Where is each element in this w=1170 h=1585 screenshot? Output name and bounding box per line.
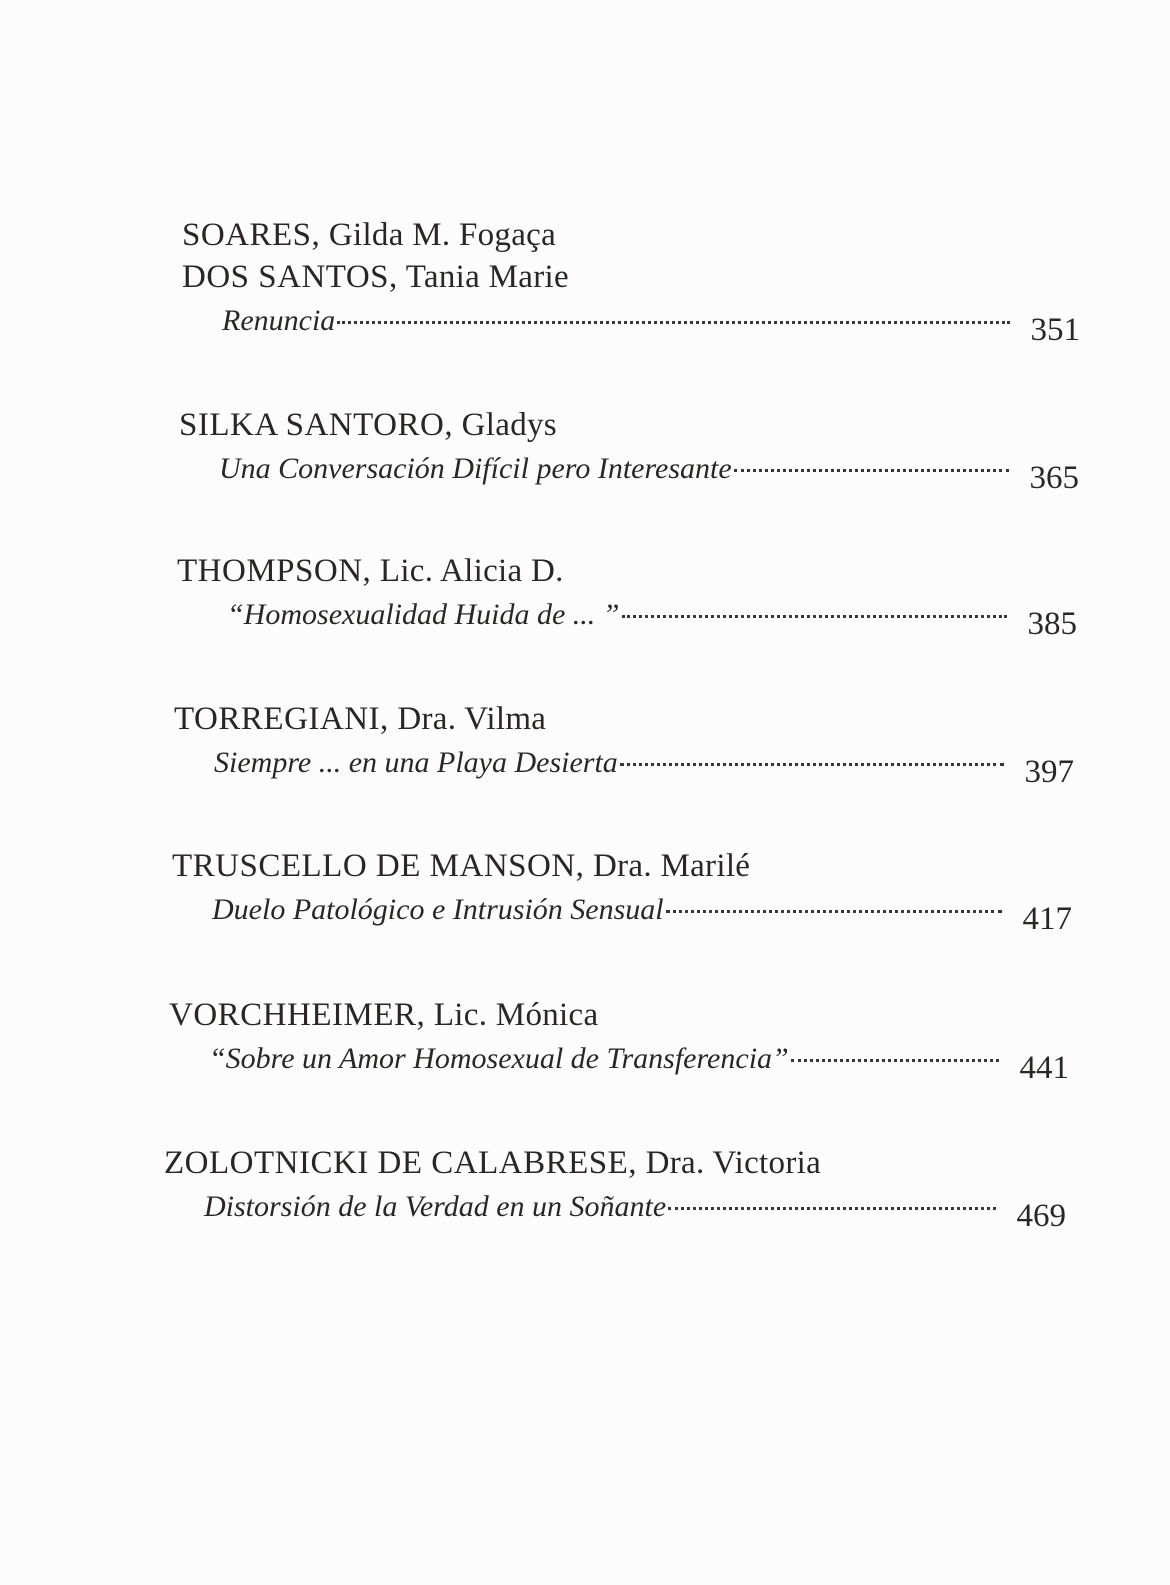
toc-entry (169, 994, 1069, 1086)
author-line (182, 214, 1080, 256)
author-given-name: Gilda M. Fogaça (328, 217, 557, 253)
author-line (179, 404, 1079, 446)
page-number: 385 (1027, 606, 1077, 642)
dot-leader (337, 321, 1010, 324)
author-line (164, 1142, 1066, 1184)
page-number: 441 (1019, 1050, 1069, 1086)
author-surname: TORREGIANI, (174, 701, 389, 737)
title-row (177, 596, 1077, 642)
chapter-title: Duelo Patológico e Intrusión Sensual (212, 893, 664, 926)
chapter-title: Siempre ... en una Playa Desierta (214, 746, 618, 779)
chapter-title: Una Conversación Difícil pero Interesante (219, 452, 732, 485)
dot-leader (620, 763, 1004, 766)
author-given-name: Lic. Mónica (433, 997, 599, 1033)
author-surname: DOS SANTOS, (182, 259, 398, 295)
toc-entry (174, 698, 1074, 790)
page-number: 351 (1030, 312, 1080, 348)
author-surname: VORCHHEIMER, (169, 997, 426, 1033)
author-line (172, 845, 1072, 887)
author-surname: TRUSCELLO DE MANSON, (172, 848, 585, 884)
toc-entry (179, 404, 1079, 496)
author-line (169, 994, 1069, 1036)
dot-leader (791, 1059, 999, 1062)
page-number: 469 (1016, 1198, 1066, 1234)
title-row (174, 744, 1074, 790)
title-row (182, 302, 1080, 348)
author-line (177, 550, 1077, 592)
chapter-title: “Homosexualidad Huida de ... ” (227, 598, 620, 631)
dot-leader (666, 910, 1002, 913)
title-row (164, 1188, 1066, 1234)
author-given-name: Lic. Alicia D. (379, 553, 564, 589)
page-number: 365 (1029, 460, 1079, 496)
author-surname: ZOLOTNICKI DE CALABRESE, (164, 1145, 638, 1181)
author-given-name: Gladys (461, 407, 557, 443)
chapter-title: Renuncia (222, 304, 336, 337)
toc-entry (177, 550, 1077, 642)
author-surname: THOMPSON, (177, 553, 372, 589)
dot-leader (668, 1207, 996, 1210)
author-surname: SOARES, (182, 217, 321, 253)
author-given-name: Dra. Vilma (397, 701, 547, 737)
title-row (179, 450, 1079, 496)
title-row (169, 1040, 1069, 1086)
author-surname: SILKA SANTORO, (179, 407, 454, 443)
chapter-title: “Sobre un Amor Homosexual de Transferencia” (209, 1042, 789, 1075)
toc-entry (172, 845, 1072, 937)
page-number: 397 (1024, 754, 1074, 790)
title-row (172, 891, 1072, 937)
toc-entry (182, 214, 1080, 348)
dot-leader (734, 469, 1009, 472)
author-given-name: Dra. Marilé (593, 848, 751, 884)
page-number: 417 (1022, 901, 1072, 937)
author-given-name: Dra. Victoria (645, 1145, 822, 1181)
author-line (174, 698, 1074, 740)
author-given-name: Tania Marie (405, 259, 569, 295)
chapter-title: Distorsión de la Verdad en un Soñante (204, 1190, 667, 1223)
toc-entry (164, 1142, 1066, 1234)
dot-leader (622, 615, 1008, 618)
author-line (182, 256, 1080, 298)
